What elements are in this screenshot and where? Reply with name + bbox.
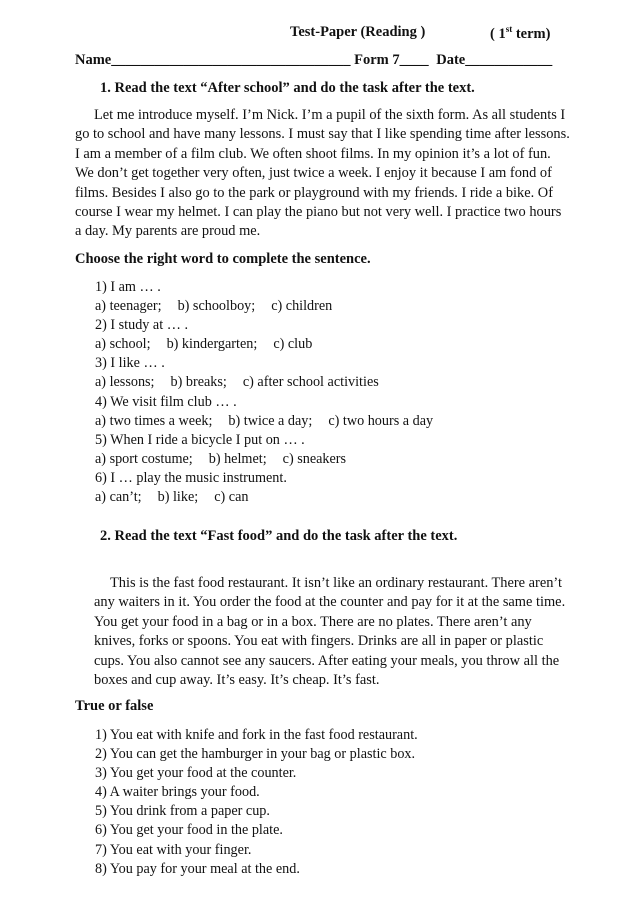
statement-item: 7) You eat with your finger. [95, 841, 252, 858]
statement-item: 2) You can get the hamburger in your bag or plastic box. [95, 746, 416, 763]
option-b[interactable]: b) breaks; [170, 374, 227, 391]
statement-item: 8) You pay for your meal at the end. [95, 860, 300, 877]
section1-questions [95, 278, 433, 507]
question-options [95, 412, 433, 431]
statement-item: 5) You drink from a paper cup. [95, 803, 270, 820]
term-prefix: ( 1 [490, 25, 506, 42]
text-line: Let me introduce myself. I’m Nick. I’m a pupil of the sixth form. As all students I [94, 107, 566, 123]
text-line: cups. You also cannot see any saucers. After eating your meals, you throw all the [94, 652, 560, 669]
text-line: This is the fast food restaurant. It isn’t like an ordinary restaurant. There aren’t [110, 575, 562, 591]
section1-heading: 1. Read the text “After school” and do the task after the text. [100, 80, 475, 96]
question-stem: 4) We visit film club … . [95, 393, 237, 410]
option-c[interactable]: c) two hours a day [328, 412, 434, 429]
option-c[interactable]: c) club [273, 336, 313, 353]
text-line: films. Besides I also go to the park or playground with my friends. I ride a bike. Of [75, 184, 553, 201]
term-sup: st [505, 24, 513, 34]
name-field-row [75, 52, 552, 69]
option-c[interactable]: c) children [271, 298, 333, 315]
option-a[interactable]: a) two times a week; [95, 412, 213, 429]
text-line: You get your food in a bag or in a box. There are no plates. There aren’t any [94, 613, 532, 630]
date-blank[interactable]: ____________ [465, 52, 553, 68]
statement-item: 6) You get your food in the plate. [95, 822, 283, 839]
date-label: Date [436, 52, 466, 68]
option-a[interactable]: a) school; [95, 336, 151, 353]
section2-heading: 2. Read the text “Fast food” and do the task after the text. [100, 528, 458, 544]
question-stem: 3) I like … . [95, 355, 165, 372]
section2-task: True or false [75, 698, 154, 714]
option-b[interactable]: b) like; [157, 489, 199, 506]
statement-item: 4) A waiter brings your food. [95, 784, 260, 801]
statement-item: 3) You get your food at the counter. [95, 765, 297, 782]
question-options [95, 488, 433, 507]
form-blank[interactable]: ____ [399, 52, 429, 68]
section2-statements [95, 726, 418, 879]
text-line: boxes and cup away. It’s easy. It’s cheap. It’s fast. [94, 672, 380, 689]
option-c[interactable]: c) can [214, 489, 249, 506]
form-label: Form 7 [354, 52, 400, 68]
text-line: We don’t get together very often, just twice a week. I enjoy it because I am fond of [75, 165, 552, 182]
question-options [95, 450, 433, 469]
option-b[interactable]: b) helmet; [208, 450, 267, 467]
section2-text [94, 574, 624, 690]
option-a[interactable]: a) lessons; [95, 374, 155, 391]
question-stem: 1) I am … . [95, 279, 161, 295]
name-label: Name [75, 52, 112, 68]
option-a[interactable]: a) teenager; [95, 298, 162, 315]
option-b[interactable]: b) schoolboy; [177, 298, 256, 315]
option-a[interactable]: a) can’t; [95, 489, 142, 506]
text-line: a day. My parents are proud me. [75, 223, 261, 240]
text-line: any waiters in it. You order the food at the counter and pay for it at the same time. [94, 594, 566, 611]
term-label [490, 24, 550, 43]
text-line: go to school and have many lessons. I must say that I like spending time after lessons. [75, 126, 570, 143]
option-c[interactable]: c) sneakers [282, 450, 347, 467]
question-options [95, 373, 433, 392]
question-stem: 2) I study at … . [95, 317, 188, 334]
name-blank[interactable]: _________________________________ [111, 52, 351, 68]
text-line: I am a member of a film club. We often shoot films. In my opinion it’s a lot of fun. [75, 145, 551, 162]
option-c[interactable]: c) after school activities [242, 374, 379, 391]
question-options [95, 297, 433, 316]
question-options [95, 335, 433, 354]
section1-task: Choose the right word to complete the sentence. [75, 251, 371, 267]
text-line: course I wear my helmet. I can play the piano but not very well. I practice two hours [75, 204, 562, 221]
option-a[interactable]: a) sport costume; [95, 450, 193, 467]
question-stem: 5) When I ride a bicycle I put on … . [95, 431, 305, 448]
term-suffix: term) [512, 25, 551, 42]
page-title: Test-Paper (Reading ) [290, 24, 426, 40]
question-stem: 6) I … play the music instrument. [95, 469, 287, 486]
text-line: knives, forks or spoons. You eat with fingers. Drinks are all in paper or plastic [94, 633, 544, 650]
option-b[interactable]: b) twice a day; [228, 412, 313, 429]
option-b[interactable]: b) kindergarten; [166, 336, 258, 353]
statement-item: 1) You eat with knife and fork in the fast food restaurant. [95, 727, 418, 743]
section1-text [75, 106, 615, 242]
